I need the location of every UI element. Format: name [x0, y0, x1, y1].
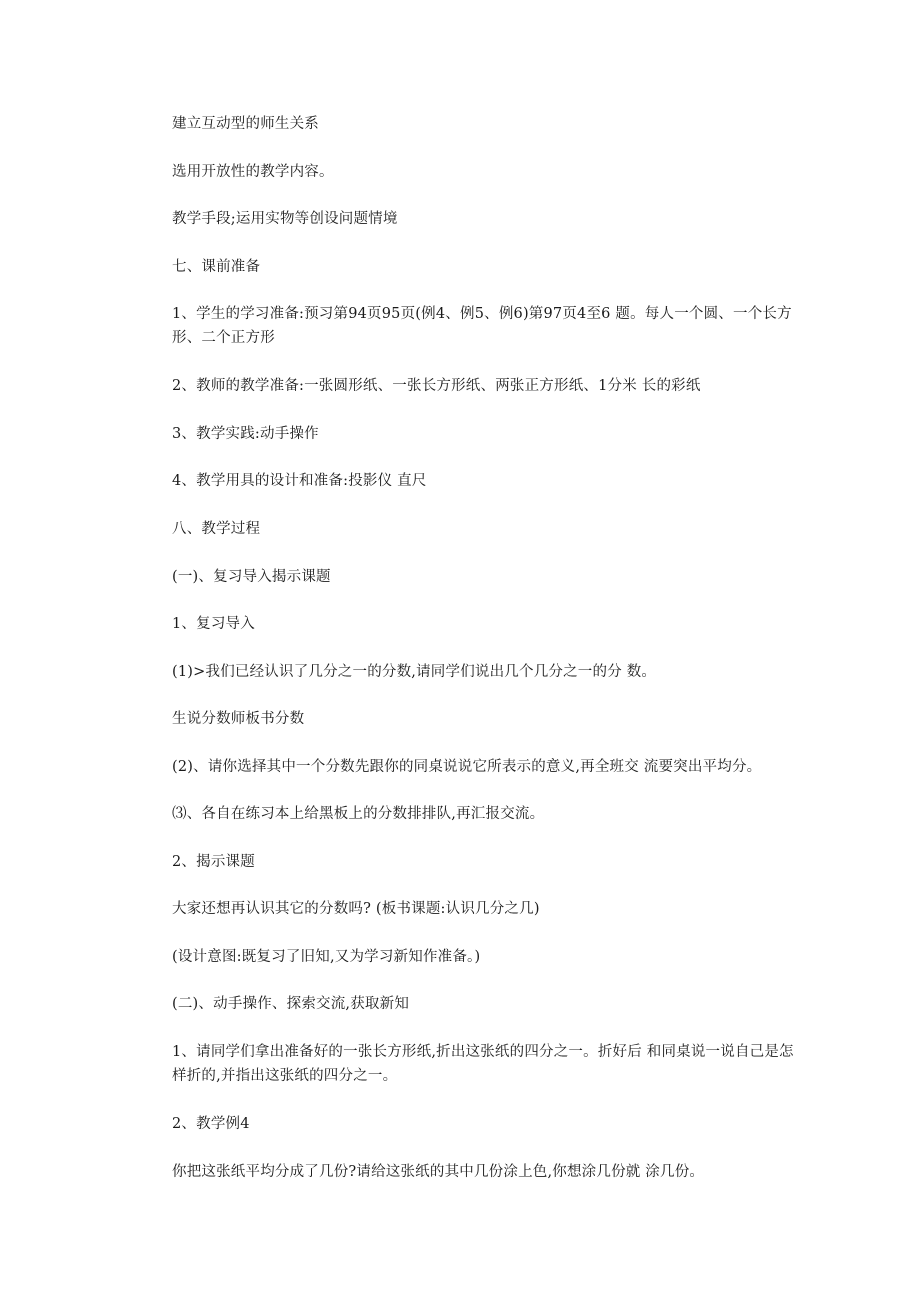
paragraph-design-intent: (设计意图:既复习了旧知,又为学习新知作准备。) [172, 949, 481, 965]
paragraph-example-4: 2、教学例4 [172, 1116, 250, 1132]
paragraph-review-intro: 1、复习导入 [172, 616, 255, 632]
paragraph-student-preparation: 1、学生的学习准备:预习第94页95页(例4、例5、例6)第97页4至6 题。每人一个圆、一个长方形、二个正方形 [172, 306, 792, 346]
paragraph-teaching-practice: 3、教学实践:动手操作 [172, 426, 319, 442]
paragraph-teaching-tools: 4、教学用具的设计和准备:投影仪 直尺 [172, 473, 427, 489]
paragraph-fold-paper: 1、请同学们拿出准备好的一张长方形纸,折出这张纸的四分之一。折好后 和同桌说一说自己是怎样折的,并指出这张纸的四分之一。 [172, 1044, 794, 1084]
paragraph-teacher-preparation: 2、教师的教学准备:一张圆形纸、一张长方形纸、两张正方形纸、1分米 长的彩纸 [172, 378, 701, 394]
paragraph-step-2: (2)、请你选择其中一个分数先跟你的同桌说说它所表示的意义,再全班交 流要突出平均分。 [172, 759, 762, 775]
paragraph-open-content: 选用开放性的教学内容。 [172, 164, 334, 180]
paragraph-reveal-topic: 2、揭示课题 [172, 854, 255, 870]
section-heading-process: 八、教学过程 [172, 521, 261, 537]
subsection-heading-hands-on: (二)、动手操作、探索交流,获取新知 [172, 996, 410, 1012]
paragraph-students-say-fractions: 生说分数师板书分数 [172, 711, 305, 727]
paragraph-topic-question: 大家还想再认识其它的分数吗? (板书课题:认识几分之几) [172, 901, 540, 917]
section-heading-preparation: 七、课前准备 [172, 259, 261, 275]
paragraph-color-parts: 你把这张纸平均分成了几份?请给这张纸的其中几份涂上色,你想涂几份就 涂几份。 [172, 1164, 705, 1180]
paragraph-teacher-student-relationship: 建立互动型的师生关系 [172, 116, 319, 132]
paragraph-step-1: (1)>我们已经认识了几分之一的分数,请同学们说出几个几分之一的分 数。 [172, 664, 657, 680]
paragraph-teaching-means: 教学手段;运用实物等创设问题情境 [172, 211, 398, 227]
paragraph-step-3: ⑶、各自在练习本上给黑板上的分数排排队,再汇报交流。 [172, 806, 545, 822]
subsection-heading-review: (一)、复习导入揭示课题 [172, 569, 331, 585]
